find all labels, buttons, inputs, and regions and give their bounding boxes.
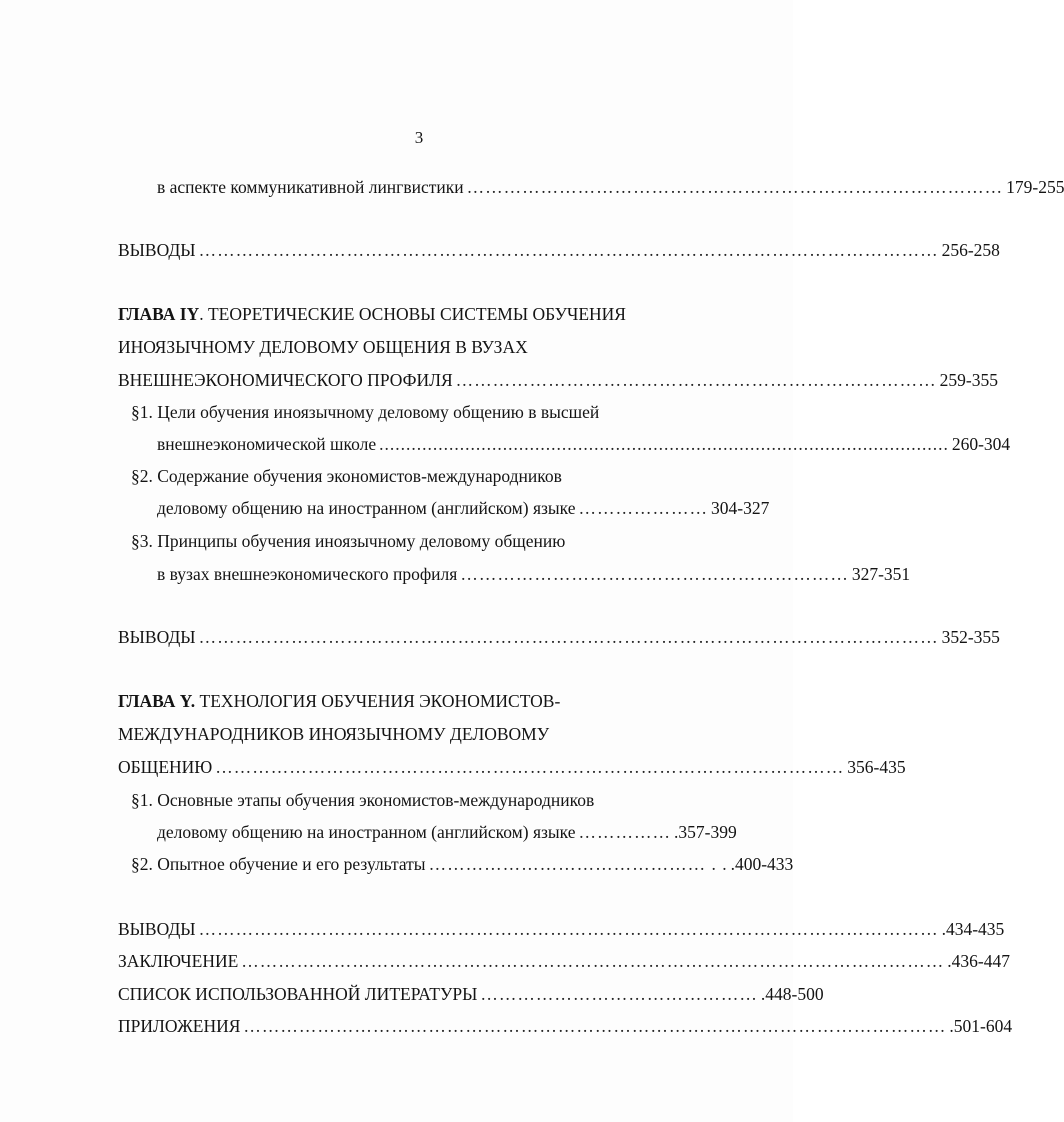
leader-dots: ………………………………………………………………………………………………………… — [198, 627, 939, 647]
section-text: внешнеэкономической школе — [157, 434, 377, 454]
toc-entry-text: СПИСОК ИСПОЛЬЗОВАННОЙ ЛИТЕРАТУРЫ — [118, 984, 478, 1004]
section-text: в вузах внешнеэкономического профиля — [157, 564, 458, 584]
chapter-5-title-1: ТЕХНОЛОГИЯ ОБУЧЕНИЯ ЭКОНОМИСТОВ- — [195, 691, 561, 711]
toc-entry-conclusions-chapter-5 — [118, 916, 1005, 942]
toc-entry-pages: 256-258 — [941, 240, 1000, 260]
toc-entry-appendices — [118, 1013, 1013, 1039]
chapter-5-title-line-3 — [118, 754, 906, 780]
toc-entry-pages: .434-435 — [941, 919, 1005, 939]
leader-dots: ………………………………………………………………………………………… — [215, 757, 845, 777]
toc-entry-text: ПРИЛОЖЕНИЯ — [118, 1016, 241, 1036]
section-5-1-line-1: §1. Основные этапы обучения экономистов-международников — [131, 790, 595, 810]
toc-entry-conclusions-chapter-4 — [118, 624, 1000, 650]
toc-entry-pages: .436-447 — [947, 951, 1010, 971]
toc-entry-text: ЗАКЛЮЧЕНИЕ — [118, 951, 239, 971]
section-pages: 304-327 — [711, 498, 770, 518]
section-text: §2. Опытное обучение и его результаты — [131, 854, 426, 874]
leader-dots: ………………… — [578, 498, 708, 518]
chapter-4-prefix: ГЛАВА IY — [118, 304, 200, 324]
chapter-4-title-line-3 — [118, 367, 998, 393]
toc-entry-text: ВЫВОДЫ — [118, 919, 196, 939]
section-pages: .357-399 — [674, 822, 737, 842]
section-4-2-line-2 — [157, 495, 770, 521]
chapter-4-title-line-2: ИНОЯЗЫЧНОМУ ДЕЛОВОМУ ОБЩЕНИЯ В ВУЗАХ — [118, 337, 528, 357]
toc-entry-pages: .448-500 — [760, 984, 824, 1004]
toc-entry-pages: 179-255 — [1006, 177, 1064, 197]
section-text: деловому общению на иностранном (английском) языке — [157, 822, 576, 842]
chapter-4-title-1: . ТЕОРЕТИЧЕСКИЕ ОСНОВЫ СИСТЕМЫ ОБУЧЕНИЯ — [199, 304, 626, 324]
toc-entry-conclusions-chapter-3 — [118, 237, 1000, 263]
toc-entry-pages: 352-355 — [941, 627, 1000, 647]
toc-entry-text: ВЫВОДЫ — [118, 627, 196, 647]
chapter-5-title-line-2: МЕЖДУНАРОДНИКОВ ИНОЯЗЫЧНОМУ ДЕЛОВОМУ — [118, 724, 550, 744]
section-text: деловому общению на иностранном (английском) языке — [157, 498, 576, 518]
leader-dots: ……………………………………… — [480, 984, 758, 1004]
chapter-4-title-3: ВНЕШНЕЭКОНОМИЧЕСКОГО ПРОФИЛЯ — [118, 370, 453, 390]
section-4-3-line-2 — [157, 561, 911, 587]
chapter-5-pages: 356-435 — [847, 757, 906, 777]
chapter-5-prefix: ГЛАВА Y. — [118, 691, 196, 711]
toc-entry-pages: .501-604 — [949, 1016, 1013, 1036]
section-pages: 260-304 — [951, 434, 1011, 454]
leader-dots: …………………………………………………………………………… — [466, 177, 1004, 197]
section-4-1-line-2 — [157, 431, 1011, 457]
toc-entry-text: ВЫВОДЫ — [118, 240, 196, 260]
chapter-5-title-3: ОБЩЕНИЮ — [118, 757, 213, 777]
leader-dots: ……………………………………… . . — [428, 854, 728, 874]
section-pages: 327-351 — [851, 564, 911, 584]
leader-dots: …………… — [578, 822, 671, 842]
section-pages: .400-433 — [730, 854, 794, 874]
section-5-1-line-2 — [157, 819, 737, 845]
leader-dots: .......................................................................................................... — [379, 434, 949, 454]
leader-dots: …………………………………………………………………………………………………… — [243, 1016, 947, 1036]
toc-entry-continuation — [157, 174, 1064, 200]
leader-dots: …………………………………………………………………………………………………… — [241, 951, 945, 971]
toc-entry-text: в аспекте коммуникативной лингвистики — [157, 177, 464, 197]
leader-dots: ………………………………………………………………………………………………………… — [198, 240, 939, 260]
section-5-2 — [131, 851, 794, 877]
toc-entry-conclusion — [118, 948, 1010, 974]
section-4-2-line-1: §2. Содержание обучения экономистов-международников — [131, 466, 562, 486]
section-4-3-line-1: §3. Принципы обучения иноязычному деловому общению — [131, 531, 566, 551]
leader-dots: ………………………………………………………………………………………………………… — [198, 919, 939, 939]
toc-entry-bibliography — [118, 981, 824, 1007]
chapter-4-title-line-1 — [118, 301, 626, 327]
chapter-4-pages: 259-355 — [939, 370, 998, 390]
chapter-5-title-line-1 — [118, 688, 560, 714]
page-number: 3 — [414, 128, 424, 147]
leader-dots: ……………………………………………………… — [460, 564, 849, 584]
leader-dots: …………………………………………………………………… — [455, 370, 937, 390]
section-4-1-line-1: §1. Цели обучения иноязычному деловому общению в высшей — [131, 402, 600, 422]
